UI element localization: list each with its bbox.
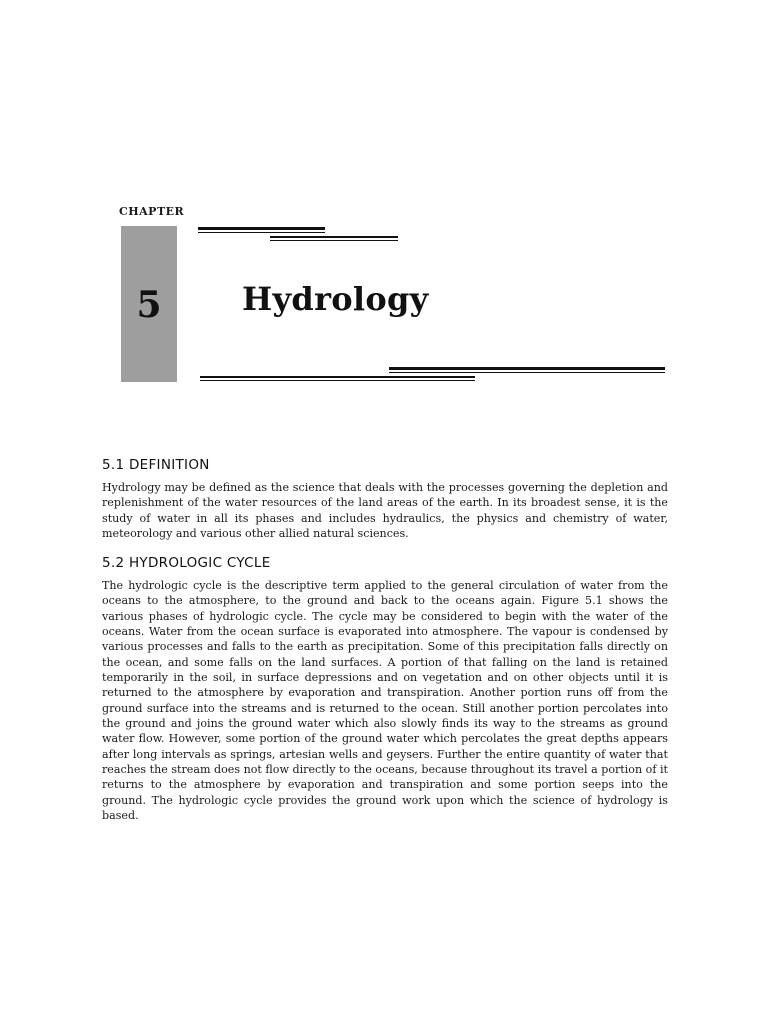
top-rule-offset-thin xyxy=(270,240,398,241)
chapter-label: CHAPTER xyxy=(119,205,185,218)
bottom-rule-left-thick xyxy=(200,376,475,378)
chapter-number-block xyxy=(121,226,177,382)
section-text-definition: Hydrology may be defined as the science that deals with the processes governing the depletion and replenishment of the water resources of the land areas of the earth. In its broadest sense, it is the study of water in all its phases and includes hydraulics, the physics and chemistry of water, meteorology and various other allied natural sciences. xyxy=(102,481,668,541)
section-text-hydrologic-cycle: The hydrologic cycle is the descriptive term applied to the general circulation of water from the oceans to the atmosphere, to the ground and back to the oceans again. Figure 5.1 shows the various phases of hydrologic cycle. The cycle may be considered to begin with the water of the oceans. Water from the ocean surface is evaporated into atmosphere. The vapour is condensed by various processes and falls to the earth as precipitation. Some of this precipitation falls directly on the ocean, and some falls on the land surfaces. A portion of that falling on the land is retained temporarily in the soil, in surface depressions and on vegetation and on other objects until it is returned to the atmosphere by evaporation and transpiration. Another portion runs off from the ground surface into the streams and is returned to the ocean. Still another portion percolates into the ground and joins the ground water which also slowly finds its way to the streams as ground water flow. However, some portion of the ground water which percolates the great depths appears after long intervals as springs, artesian wells and geysers. Further the entire quantity of water that reaches the stream does not flow directly to the oceans, because throughout its travel a portion of it returns to the atmosphere by evaporation and transpiration and some portion seeps into the ground. The hydrologic cycle provides the ground work upon which the science of hydrology is based. xyxy=(102,579,668,823)
top-rule-thin xyxy=(198,232,325,233)
chapter-number: 5 xyxy=(136,284,162,326)
bottom-rule-left-thin xyxy=(200,380,475,381)
bottom-rule-right-thick xyxy=(389,367,665,370)
section-heading-hydrologic-cycle: 5.2 HYDROLOGIC CYCLE xyxy=(102,555,271,571)
bottom-rule-right-thin xyxy=(389,372,665,373)
chapter-title: Hydrology xyxy=(242,280,429,318)
section-heading-definition: 5.1 DEFINITION xyxy=(102,457,210,473)
top-rule-offset-thick xyxy=(270,236,398,238)
top-rule-thick xyxy=(198,227,325,230)
